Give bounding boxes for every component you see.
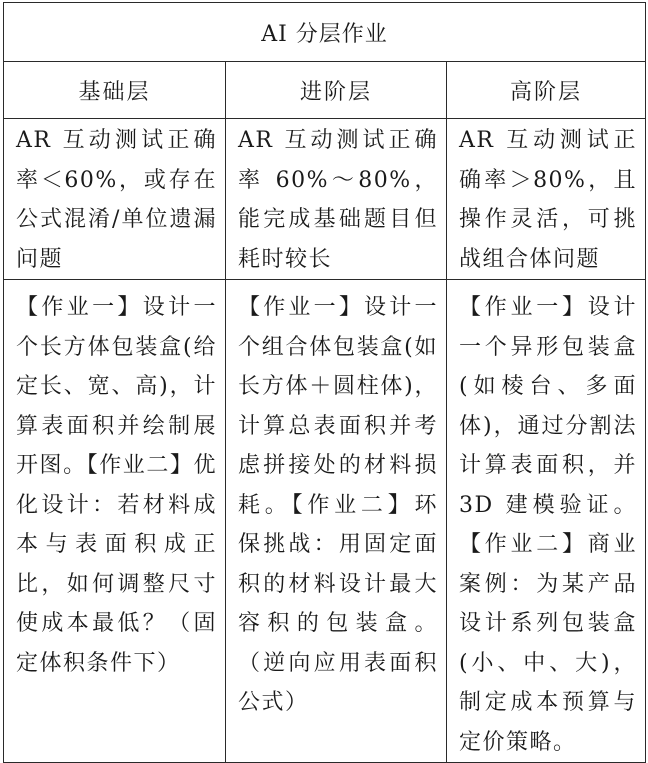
tasks-cell-advanced [447,280,646,763]
tasks-text-intermediate: 【作业一】设计一个组合体包装盒(如长方体＋圆柱体)，计算总表面积并考虑拼接处的材料损耗。【作业二】环保挑战：用固定面积的材料设计最大容积的包装盒。（逆向应用表面积公式） [238,295,438,715]
criteria-text-intermediate: AR 互动测试正确率 60%～80%，能完成基础题目但耗时较长 [238,128,438,272]
tasks-text-advanced: 【作业一】设计一个异形包装盒(如棱台、多面体)，通过分割法计算表面积，并3D 建模验证。【作业二】商业案例：为某产品设计系列包装盒(小、中、大)，制定成本预算与定价策略。 [459,295,638,755]
tasks-text-basic: 【作业一】设计一个长方体包装盒(给定长、宽、高)，计算表面积并绘制展开图。【作业二】优化设计：若材料成本与表面积成正比，如何调整尺寸使成本最低？（固定体积条件下） [16,295,217,676]
criteria-text-advanced: AR 互动测试正确率＞80%，且操作灵活，可挑战组合体问题 [459,128,638,272]
criteria-cell-intermediate [226,119,447,280]
tasks-cell-intermediate [226,280,447,763]
criteria-cell-advanced [447,119,646,280]
criteria-text-basic: AR 互动测试正确率＜60%，或存在公式混淆/单位遗漏问题 [16,128,217,272]
column-header-intermediate: 进阶层 [226,62,447,119]
column-header-advanced: 高阶层 [447,62,646,119]
tiered-homework-table [3,2,646,763]
table-title: AI 分层作业 [4,3,646,62]
criteria-cell-basic [4,119,226,280]
column-header-basic: 基础层 [4,62,226,119]
tasks-cell-basic [4,280,226,763]
